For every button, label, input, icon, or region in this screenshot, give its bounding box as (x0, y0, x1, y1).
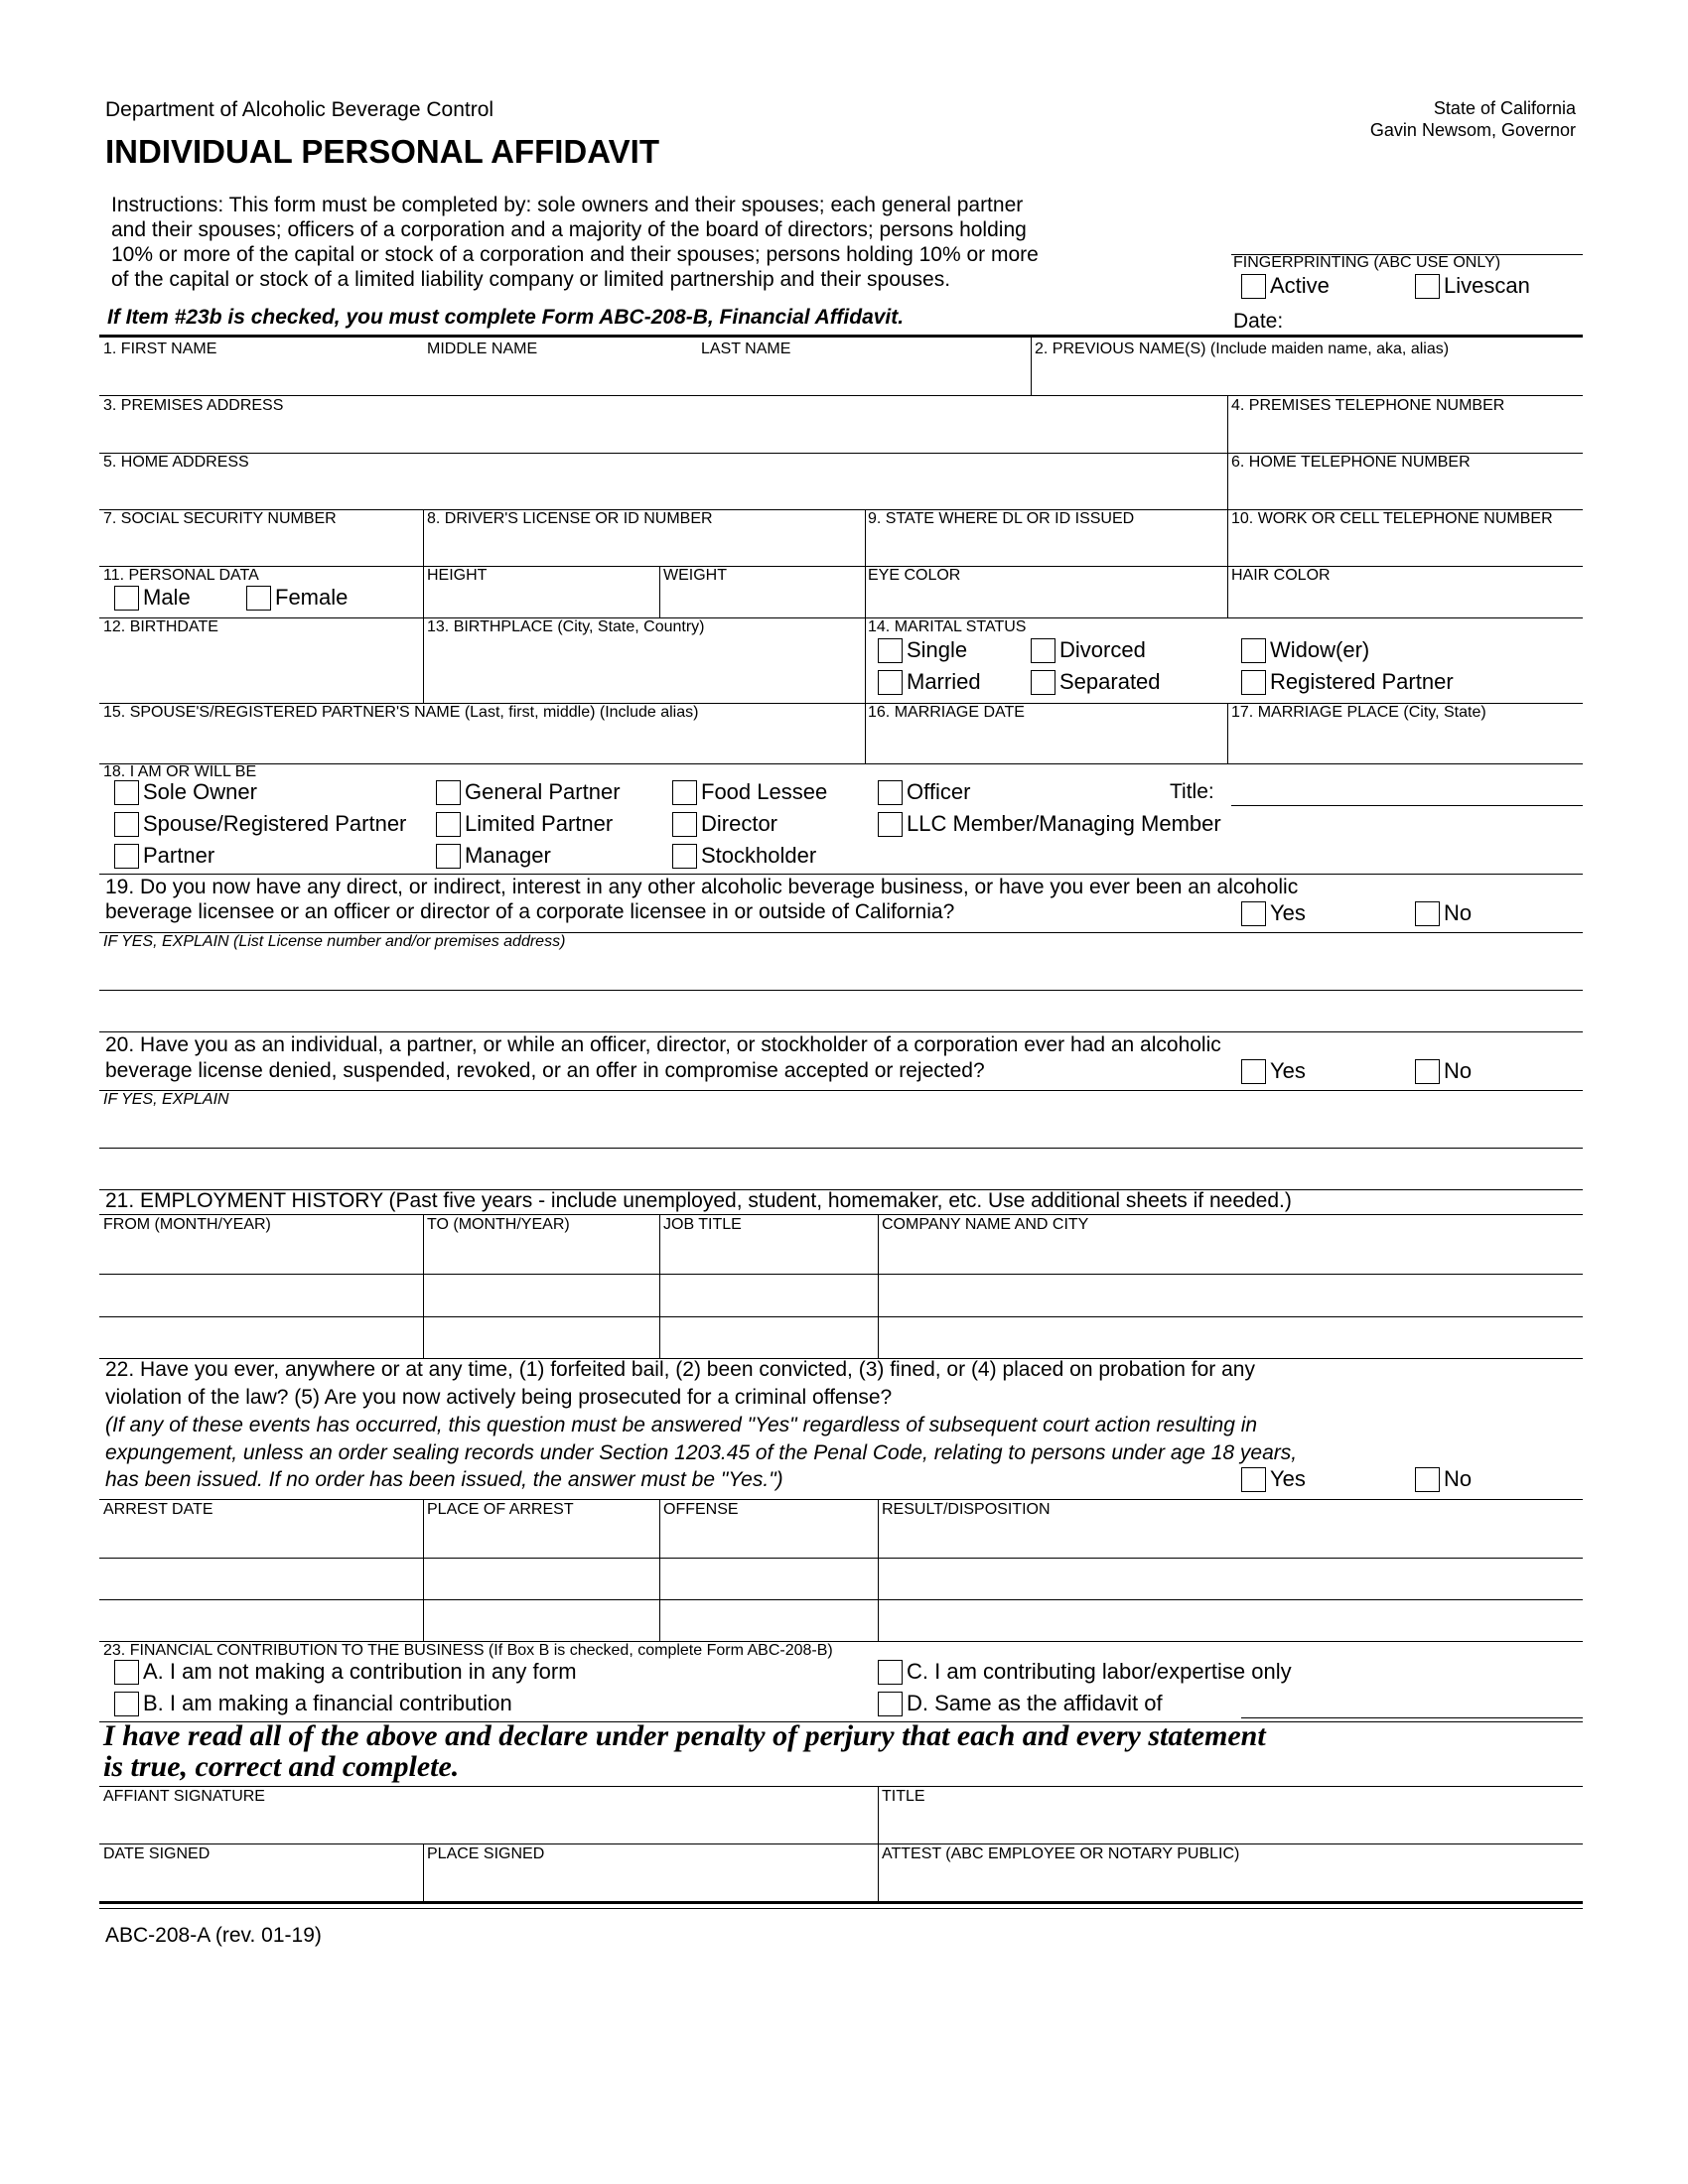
marriage-date-field[interactable] (867, 724, 1225, 761)
arrest-date-column-header: ARREST DATE (103, 1501, 213, 1518)
checkbox-box[interactable] (1415, 1059, 1440, 1084)
director-checkbox[interactable] (672, 811, 777, 837)
dl-state-field[interactable] (867, 530, 1225, 566)
marriage-date-label: 16. MARRIAGE DATE (868, 704, 1025, 721)
food-lessee-checkbox[interactable] (672, 779, 827, 805)
female-checkbox[interactable] (246, 585, 348, 611)
home-phone-label: 6. HOME TELEPHONE NUMBER (1231, 454, 1471, 471)
declaration-text: I have read all of the above and declare under penalty of perjury that each and every statement (103, 1719, 1266, 1752)
weight-field[interactable] (661, 586, 863, 617)
checkbox-box[interactable] (878, 780, 903, 805)
place-of-arrest-column-header: PLACE OF ARREST (427, 1501, 574, 1518)
checkbox-box[interactable] (1415, 901, 1440, 926)
spouse-partner-checkbox[interactable] (114, 811, 406, 837)
last-name-label: LAST NAME (701, 341, 791, 357)
affiant-signature-label: AFFIANT SIGNATURE (103, 1788, 265, 1805)
q20-explain-field[interactable] (99, 1111, 1583, 1147)
livescan-label: Livescan (1444, 273, 1530, 298)
personal-data-label: 11. PERSONAL DATA (103, 567, 259, 584)
contribution-a-label: A. I am not making a contribution in any form (143, 1659, 577, 1684)
title-label: Title: (1170, 780, 1214, 803)
company-column-header: COMPANY NAME AND CITY (882, 1216, 1089, 1233)
contribution-b-checkbox[interactable] (114, 1691, 512, 1716)
date-signed-field[interactable] (99, 1865, 421, 1899)
marital-status-label: 14. MARITAL STATUS (868, 618, 1027, 635)
employment-history-title: 21. EMPLOYMENT HISTORY (Past five years - include unemployed, student, homemaker, etc. Use additional sheets if needed.) (105, 1189, 1292, 1212)
q22-note: (If any of these events has occurred, this question must be answered "Yes" regardless of subsequent court action resulting in (105, 1414, 1258, 1436)
checkbox-box[interactable] (878, 638, 903, 663)
instructions-line: of the capital or stock of a limited liability company or limited partnership and their spouses. (111, 268, 951, 291)
from-column-header: FROM (MONTH/YEAR) (103, 1216, 271, 1233)
separated-label: Separated (1059, 669, 1161, 694)
height-label: HEIGHT (427, 567, 488, 584)
dl-state-label: 9. STATE WHERE DL OR ID ISSUED (868, 510, 1135, 527)
manager-checkbox[interactable] (436, 843, 551, 869)
work-phone-label: 10. WORK OR CELL TELEPHONE NUMBER (1231, 510, 1553, 527)
home-address-label: 5. HOME ADDRESS (103, 454, 249, 471)
manager-label: Manager (465, 843, 551, 868)
q20-explain-label: IF YES, EXPLAIN (103, 1091, 229, 1108)
no-label: No (1444, 1058, 1473, 1083)
q19-no-checkbox[interactable] (1415, 900, 1472, 926)
instructions-line: 10% or more of the capital or stock of a corporation and their spouses; persons holding 10% or more (111, 243, 1039, 266)
dl-number-label: 8. DRIVER'S LICENSE OR ID NUMBER (427, 510, 713, 527)
date-signed-label: DATE SIGNED (103, 1845, 211, 1862)
checkbox-box[interactable] (114, 586, 139, 611)
widower-checkbox[interactable] (1241, 637, 1369, 663)
premises-address-field[interactable] (99, 417, 1225, 453)
instructions-line: and their spouses; officers of a corporation and a majority of the board of directors; persons holding (111, 218, 1027, 241)
marriage-place-label: 17. MARRIAGE PLACE (City, State) (1231, 704, 1486, 721)
general-partner-checkbox[interactable] (436, 779, 621, 805)
checkbox-box[interactable] (246, 586, 271, 611)
job-title-column-header: JOB TITLE (663, 1216, 742, 1233)
checkbox-box[interactable] (114, 1692, 139, 1716)
dl-number-field[interactable] (425, 530, 863, 566)
q20-yes-checkbox[interactable] (1241, 1058, 1306, 1084)
checkbox-box[interactable] (114, 1660, 139, 1685)
food-lessee-label: Food Lessee (701, 779, 828, 804)
checkbox-box[interactable] (114, 780, 139, 805)
employment-row[interactable] (99, 1317, 1583, 1357)
q19-text: 19. Do you now have any direct, or indirect, interest in any other alcoholic beverage business, or have you ever been an alcoholic (105, 876, 1299, 898)
place-signed-field[interactable] (425, 1865, 876, 1899)
q19-explain-label: IF YES, EXPLAIN (List License number and/or premises address) (103, 933, 566, 950)
checkbox-box[interactable] (1241, 1059, 1266, 1084)
sole-owner-checkbox[interactable] (114, 779, 257, 805)
llc-member-checkbox[interactable] (878, 811, 1221, 837)
q22-yes-checkbox[interactable] (1241, 1466, 1306, 1492)
previous-names-label: 2. PREVIOUS NAME(S) (Include maiden name, aka, alias) (1035, 341, 1450, 357)
q22-note: expungement, unless an order sealing records under Section 1203.45 of the Penal Code, relating to persons under age 18 years, (105, 1441, 1298, 1464)
general-partner-label: General Partner (465, 779, 621, 804)
ssn-field[interactable] (99, 530, 421, 566)
premises-phone-field[interactable] (1229, 417, 1583, 453)
state-label: State of California (1433, 98, 1576, 118)
partner-checkbox[interactable] (114, 843, 214, 869)
llc-member-label: LLC Member/Managing Member (907, 811, 1221, 836)
birthdate-label: 12. BIRTHDATE (103, 618, 218, 635)
q20-no-checkbox[interactable] (1415, 1058, 1472, 1084)
partner-label: Partner (143, 843, 215, 868)
attest-field[interactable] (880, 1865, 1583, 1899)
checkbox-box[interactable] (1031, 638, 1055, 663)
form-title: INDIVIDUAL PERSONAL AFFIDAVIT (105, 133, 659, 170)
sole-owner-label: Sole Owner (143, 779, 257, 804)
home-phone-field[interactable] (1229, 474, 1583, 509)
checkbox-box[interactable] (1241, 901, 1266, 926)
financial-contribution-label: 23. FINANCIAL CONTRIBUTION TO THE BUSINESS (If Box B is checked, complete Form ABC-208-B) (103, 1642, 833, 1659)
checkbox-box[interactable] (878, 1692, 903, 1716)
arrest-row[interactable] (99, 1520, 1583, 1557)
registered-partner-checkbox[interactable] (1241, 669, 1454, 695)
middle-name-label: MIDDLE NAME (427, 341, 538, 357)
stockholder-label: Stockholder (701, 843, 817, 868)
contribution-a-checkbox[interactable] (114, 1659, 577, 1685)
arrest-row[interactable] (99, 1600, 1583, 1640)
married-checkbox[interactable] (878, 669, 981, 695)
checkbox-box[interactable] (878, 670, 903, 695)
livescan-checkbox[interactable] (1415, 273, 1530, 299)
single-checkbox[interactable] (878, 637, 967, 663)
q22-note: has been issued. If no order has been issued, the answer must be "Yes.") (105, 1468, 783, 1491)
financial-affidavit-note: If Item #23b is checked, you must complete Form ABC-208-B, Financial Affidavit. (107, 306, 905, 329)
role-section-label: 18. I AM OR WILL BE (103, 763, 257, 780)
single-label: Single (907, 637, 968, 662)
checkbox-box[interactable] (1241, 274, 1266, 299)
checkbox-box[interactable] (672, 780, 697, 805)
home-address-field[interactable] (99, 474, 1225, 509)
q20-text: 20. Have you as an individual, a partner, or while an officer, director, or stockholder of a corporation ever had an alcoholic (105, 1033, 1221, 1056)
limited-partner-checkbox[interactable] (436, 811, 613, 837)
yes-label: Yes (1270, 900, 1306, 925)
employment-row[interactable] (99, 1275, 1583, 1315)
spouse-name-label: 15. SPOUSE'S/REGISTERED PARTNER'S NAME (Last, first, middle) (Include alias) (103, 704, 699, 721)
signature-title-label: TITLE (882, 1788, 925, 1805)
signature-title-field[interactable] (880, 1808, 1583, 1843)
no-label: No (1444, 900, 1473, 925)
checkbox-box[interactable] (1241, 670, 1266, 695)
q22-text: violation of the law? (5) Are you now actively being prosecuted for a criminal offense? (105, 1386, 893, 1409)
yes-label: Yes (1270, 1058, 1306, 1083)
director-label: Director (701, 811, 778, 836)
work-phone-field[interactable] (1229, 530, 1583, 566)
birthdate-field[interactable] (99, 637, 421, 701)
contribution-d-checkbox[interactable] (878, 1691, 1163, 1716)
weight-label: WEIGHT (663, 567, 727, 584)
spouse-name-field[interactable] (99, 724, 863, 761)
arrest-row[interactable] (99, 1559, 1583, 1598)
checkbox-box[interactable] (672, 844, 697, 869)
female-label: Female (275, 585, 349, 610)
attest-label: ATTEST (ABC EMPLOYEE OR NOTARY PUBLIC) (882, 1845, 1240, 1862)
yes-label: Yes (1270, 1466, 1306, 1491)
checkbox-box[interactable] (436, 844, 461, 869)
limited-partner-label: Limited Partner (465, 811, 614, 836)
employment-row[interactable] (99, 1236, 1583, 1273)
form-number: ABC-208-A (rev. 01-19) (105, 1924, 322, 1947)
separated-checkbox[interactable] (1031, 669, 1161, 695)
previous-names-field[interactable] (1033, 359, 1583, 395)
q20-text: beverage license denied, suspended, revoked, or an offer in compromise accepted or rejected? (105, 1059, 985, 1082)
q19-yes-checkbox[interactable] (1241, 900, 1306, 926)
male-label: Male (143, 585, 191, 610)
offense-column-header: OFFENSE (663, 1501, 739, 1518)
declaration-text: is true, correct and complete. (103, 1750, 460, 1783)
first-name-label: 1. FIRST NAME (103, 341, 217, 357)
contribution-d-label: D. Same as the affidavit of (907, 1691, 1163, 1715)
governor-label: Gavin Newsom, Governor (1369, 120, 1576, 140)
premises-phone-label: 4. PREMISES TELEPHONE NUMBER (1231, 397, 1505, 414)
birthplace-label: 13. BIRTHPLACE (City, State, Country) (427, 618, 705, 635)
checkbox-box[interactable] (436, 780, 461, 805)
officer-label: Officer (907, 779, 971, 804)
checkbox-box[interactable] (878, 1660, 903, 1685)
result-column-header: RESULT/DISPOSITION (882, 1501, 1051, 1518)
divorced-checkbox[interactable] (1031, 637, 1146, 663)
contribution-c-checkbox[interactable] (878, 1659, 1292, 1685)
checkbox-box[interactable] (1415, 1467, 1440, 1492)
checkbox-box[interactable] (878, 812, 903, 837)
registered-partner-label: Registered Partner (1270, 669, 1454, 694)
department-name: Department of Alcoholic Beverage Control (105, 98, 494, 121)
q22-no-checkbox[interactable] (1415, 1466, 1472, 1492)
height-field[interactable] (425, 586, 657, 617)
active-checkbox[interactable] (1241, 273, 1330, 299)
spouse-partner-label: Spouse/Registered Partner (143, 811, 407, 836)
male-checkbox[interactable] (114, 585, 191, 611)
instructions-line: Instructions: This form must be completed by: sole owners and their spouses; each general partner (111, 194, 1024, 216)
checkbox-box[interactable] (1031, 670, 1055, 695)
contribution-c-label: C. I am contributing labor/expertise only (907, 1659, 1292, 1684)
officer-checkbox[interactable] (878, 779, 970, 805)
checkbox-box[interactable] (1241, 1467, 1266, 1492)
place-signed-label: PLACE SIGNED (427, 1845, 545, 1862)
checkbox-box[interactable] (114, 844, 139, 869)
marriage-place-field[interactable] (1229, 724, 1583, 761)
hair-color-field[interactable] (1229, 586, 1583, 617)
to-column-header: TO (MONTH/YEAR) (427, 1216, 570, 1233)
divorced-label: Divorced (1059, 637, 1146, 662)
eye-color-field[interactable] (867, 586, 1225, 617)
married-label: Married (907, 669, 981, 694)
eye-color-label: EYE COLOR (868, 567, 961, 584)
q19-text: beverage licensee or an officer or director of a corporate licensee in or outside of California? (105, 900, 955, 923)
widower-label: Widow(er) (1270, 637, 1370, 662)
fingerprint-date-label: Date: (1233, 310, 1284, 333)
q22-text: 22. Have you ever, anywhere or at any time, (1) forfeited bail, (2) been convicted, (3) fined, or (4) placed on probation for any (105, 1358, 1255, 1381)
contribution-b-label: B. I am making a financial contribution (143, 1691, 512, 1715)
q19-explain-field[interactable] (99, 953, 1583, 989)
checkbox-box[interactable] (1415, 274, 1440, 299)
ssn-label: 7. SOCIAL SECURITY NUMBER (103, 510, 337, 527)
name-field[interactable] (99, 359, 1029, 395)
officer-title-field[interactable] (1231, 778, 1583, 804)
affiant-signature-field[interactable] (99, 1808, 876, 1843)
checkbox-box[interactable] (114, 812, 139, 837)
fingerprinting-label: FINGERPRINTING (ABC USE ONLY) (1233, 254, 1501, 271)
birthplace-field[interactable] (425, 637, 863, 701)
same-as-affidavit-field[interactable] (1241, 1691, 1583, 1716)
checkbox-box[interactable] (1241, 638, 1266, 663)
active-label: Active (1270, 273, 1330, 298)
premises-address-label: 3. PREMISES ADDRESS (103, 397, 284, 414)
checkbox-box[interactable] (672, 812, 697, 837)
hair-color-label: HAIR COLOR (1231, 567, 1331, 584)
checkbox-box[interactable] (436, 812, 461, 837)
stockholder-checkbox[interactable] (672, 843, 816, 869)
no-label: No (1444, 1466, 1473, 1491)
